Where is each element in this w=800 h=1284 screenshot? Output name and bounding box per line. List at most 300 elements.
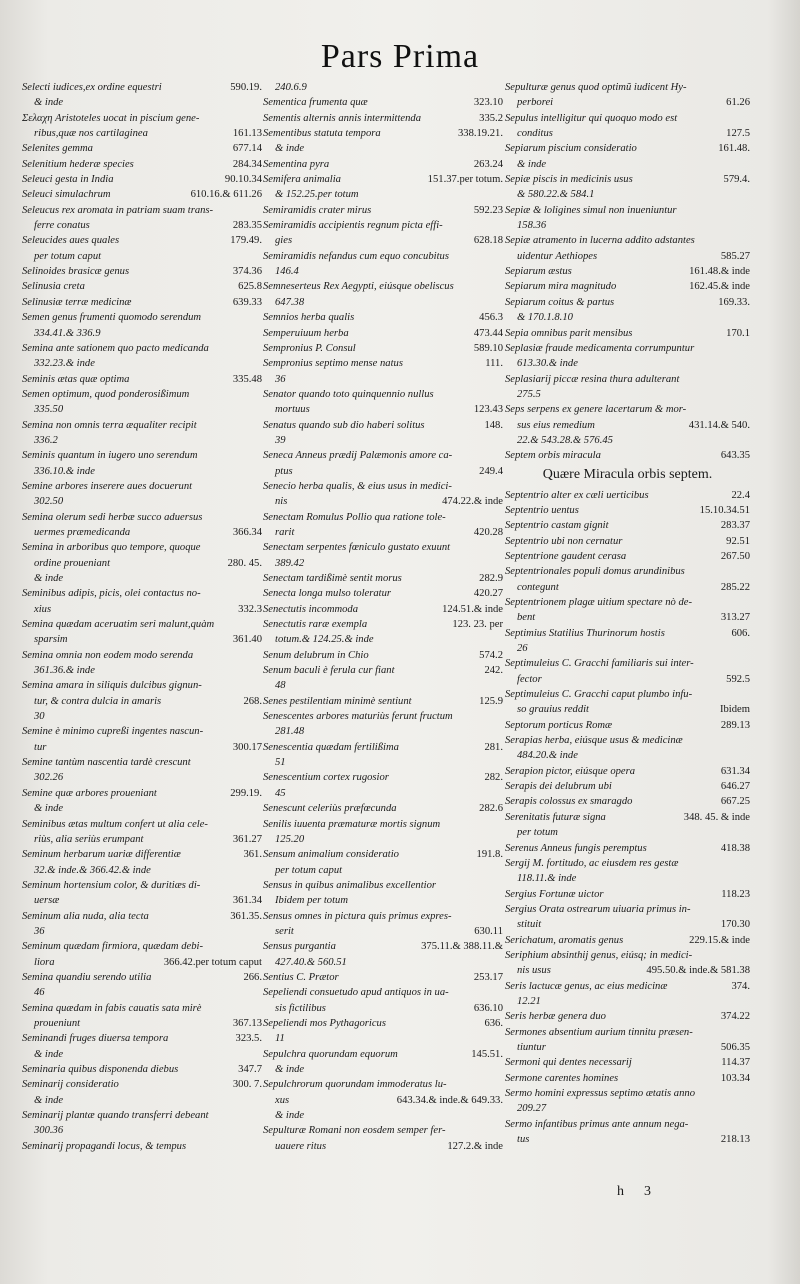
index-entry: [505, 641, 750, 656]
entry-text: 158.36: [517, 220, 547, 232]
entry-text: totum.& 124.25.& inde: [275, 634, 374, 646]
index-entry: [505, 687, 750, 702]
index-entry: [263, 510, 503, 525]
entry-reference: 15.10.34.51: [699, 504, 750, 516]
entry-reference: 179.49.: [230, 235, 262, 247]
entry-text: 240.6.9: [275, 82, 307, 93]
index-entry: [22, 326, 262, 341]
entry-text: Senum baculi è ferula cur fiant: [263, 665, 395, 677]
index-entry: [505, 841, 750, 856]
entry-text: Seminarij propagandi locus, & tempus: [22, 1140, 187, 1152]
entry-text: 647.38: [275, 296, 305, 308]
entry-text: uidentur Aethiopes: [517, 250, 598, 262]
index-entry: [263, 494, 503, 509]
index-entry: [505, 233, 750, 248]
index-entry: [263, 111, 503, 126]
entry-text: Seplasiarij piccæ resina thura adulterant: [505, 373, 680, 385]
entry-text: 26: [517, 643, 528, 655]
index-entry: [22, 556, 262, 571]
index-entry: [263, 295, 503, 310]
entry-text: 45: [275, 787, 286, 799]
entry-text: Senilis iuuenta præmaturæ mortis signum: [263, 818, 441, 830]
entry-text: Seminarij plantæ quando transferri debeant: [22, 1110, 209, 1122]
entry-text: conditus: [517, 128, 553, 140]
index-entry: [263, 571, 503, 586]
entry-reference: 127.5: [726, 128, 750, 140]
entry-reference: 103.34: [720, 1072, 750, 1084]
entry-text: Septentrio castam gignit: [505, 520, 609, 532]
entry-reference: 592.23: [473, 204, 503, 216]
entry-reference: 283.35: [232, 220, 262, 232]
entry-text: xius: [34, 603, 52, 615]
index-entry: [22, 817, 262, 832]
index-entry: [263, 801, 503, 816]
entry-reference: 114.37: [721, 1057, 750, 1069]
index-entry: [505, 249, 750, 264]
entry-text: Semine tantùm nascentia tardè crescunt: [22, 757, 191, 769]
entry-text: 335.50: [34, 404, 64, 416]
entry-text: 427.40.& 560.51: [275, 956, 347, 968]
entry-text: 389.42: [275, 557, 305, 569]
entry-text: so grauius reddit: [517, 704, 590, 716]
entry-text: 36: [34, 925, 45, 937]
index-entry: [263, 863, 503, 878]
entry-reference: 300. 7.: [232, 1079, 262, 1091]
index-entry: [22, 279, 262, 294]
index-entry: [263, 233, 503, 248]
index-entry: [505, 549, 750, 564]
index-entry: [505, 856, 750, 871]
entry-text: Serenitatis futuræ signa: [505, 811, 606, 823]
entry-text: Semina amara in siliquis dulcibus gignun-: [22, 680, 202, 692]
index-entry: [505, 610, 750, 625]
index-entry: [263, 755, 503, 770]
index-entry: [22, 801, 262, 816]
index-entry: [22, 295, 262, 310]
entry-text: Ibidem per totum: [275, 895, 348, 907]
index-entry: [505, 626, 750, 641]
entry-text: Senescentes arbores maturiùs ferunt fructum: [263, 711, 453, 723]
signature-letter: h: [617, 1184, 624, 1199]
entry-text: Sementis alternis annis intermittenda: [263, 112, 422, 124]
entry-text: Sepiarum coitus & partus: [505, 296, 615, 308]
index-entry: [505, 387, 750, 402]
entry-text: 36: [275, 373, 286, 385]
entry-reference: Ibidem: [719, 704, 750, 716]
entry-reference: 284.34: [232, 158, 262, 170]
index-entry: [263, 740, 503, 755]
entry-text: Sepiarum æstus: [505, 266, 572, 278]
index-entry: [505, 111, 750, 126]
index-entry: [22, 1139, 262, 1154]
index-entry: [505, 372, 750, 387]
index-entry: [505, 203, 750, 218]
index-entry: [22, 955, 262, 970]
entry-text: Semina olerum sedi herbæ succo aduersus: [22, 511, 203, 523]
entry-text: Seleucus rex aromata in patriam suam trans-: [22, 204, 214, 216]
index-entry: [263, 663, 503, 678]
index-entry: [22, 418, 262, 433]
entry-text: Sentius C. Prætor: [263, 971, 339, 983]
index-entry: [505, 141, 750, 156]
index-entry: [505, 187, 750, 202]
index-entry: [22, 770, 262, 785]
entry-text: Sepia omnibus parit mensibus: [505, 327, 633, 339]
entry-reference: 361.: [243, 849, 262, 861]
entry-reference: 123.43: [473, 404, 503, 416]
entry-reference: 585.27: [720, 250, 750, 262]
entry-text: & inde: [275, 1110, 305, 1122]
index-entry: [505, 871, 750, 886]
index-entry: [22, 341, 262, 356]
entry-reference: 161.13: [232, 128, 262, 140]
entry-text: Septem orbis miracula: [505, 450, 601, 462]
entry-text: Semina in arboribus quo tempore, quoque: [22, 542, 201, 554]
entry-text: Senecio herba qualis, & eius usus in medici-: [263, 480, 452, 492]
index-entry: [22, 632, 262, 647]
index-entry: [263, 356, 503, 371]
entry-text: sis fictilibus: [275, 1002, 326, 1014]
index-entry: [263, 1001, 503, 1016]
entry-text: gies: [275, 235, 293, 247]
entry-text: Sergius Orata ostrearum uiuaria primus in-: [505, 903, 691, 915]
index-entry: [505, 1055, 750, 1070]
entry-text: Sempronius P. Consul: [263, 342, 356, 354]
entry-reference: 281.: [484, 741, 503, 753]
index-entry: [263, 433, 503, 448]
index-entry: [22, 1031, 262, 1046]
index-entry: [505, 448, 750, 463]
index-entry: [263, 1108, 503, 1123]
entry-reference: 361.40: [232, 634, 262, 646]
index-entry: [505, 902, 750, 917]
entry-text: liora: [34, 956, 55, 968]
index-entry: [22, 203, 262, 218]
index-entry: [263, 970, 503, 985]
entry-text: & inde: [34, 97, 64, 109]
entry-reference: 456.3: [479, 312, 503, 324]
index-entry: [505, 95, 750, 110]
index-entry: [505, 310, 750, 325]
index-entry: [263, 678, 503, 693]
index-entry: [505, 948, 750, 963]
entry-text: Semnios herba qualis: [263, 312, 355, 324]
index-entry: [505, 80, 750, 95]
entry-text: Septentrionales populi domus arundinibus: [505, 566, 685, 578]
index-entry: [505, 341, 750, 356]
entry-reference: 625.8: [238, 281, 262, 293]
entry-reference: 92.51: [726, 535, 750, 547]
entry-reference: 338.19.21.: [457, 128, 503, 140]
entry-reference: 667.25: [720, 796, 750, 808]
entry-text: Semiramidis nefandus cum equo concubitus: [263, 250, 449, 262]
index-entry: [22, 157, 262, 172]
index-entry: [505, 264, 750, 279]
entry-text: tiuntur: [517, 1041, 546, 1053]
entry-text: Seminibus ætas multum confert ut alia cele-: [22, 818, 208, 830]
entry-reference: 118.23: [721, 888, 750, 900]
index-entry: [505, 672, 750, 687]
entry-reference: 361.34: [232, 895, 262, 907]
entry-text: 39: [275, 434, 286, 446]
entry-text: per totum caput: [275, 864, 343, 876]
entry-reference: 495.50.& inde.& 581.38: [646, 965, 750, 977]
cross-reference-heading: Quære Miracula orbis septem.: [542, 466, 713, 482]
index-entry: [263, 586, 503, 601]
index-entry: [22, 663, 262, 678]
index-entry: [22, 1123, 262, 1138]
entry-text: Serapis dei delubrum ubi: [505, 781, 612, 793]
entry-text: Sensus purgantia: [263, 941, 336, 953]
entry-reference: 169.33.: [718, 296, 750, 308]
entry-reference: 124.51.& inde: [442, 603, 503, 615]
entry-text: Sementibus statuta tempora: [263, 128, 381, 140]
index-entry: [263, 602, 503, 617]
entry-text: 11: [275, 1033, 285, 1045]
index-entry: [505, 764, 750, 779]
index-entry: [263, 203, 503, 218]
entry-reference: 375.11.& 388.11.&: [421, 941, 503, 953]
index-entry: [22, 372, 262, 387]
index-entry: [263, 448, 503, 463]
entry-text: Senescentium cortex rugosior: [263, 772, 389, 784]
entry-text: Sepiæ atramento in lucerna addito adstantes: [505, 235, 695, 247]
entry-text: Seminibus adipis, picis, olei contactus no-: [22, 588, 201, 600]
entry-reference: 282.: [484, 772, 503, 784]
entry-reference: 590.19.: [230, 82, 262, 93]
index-entry: [263, 80, 503, 95]
entry-reference: 610.16.& 611.26: [190, 189, 262, 201]
entry-text: Septorum porticus Romæ: [505, 719, 613, 731]
entry-text: Sepiarum piscium consideratio: [505, 143, 637, 155]
entry-text: 613.30.& inde: [517, 358, 578, 370]
entry-text: per totum caput: [34, 250, 102, 262]
entry-text: 22.& 543.28.& 576.45: [517, 434, 613, 446]
entry-reference: 266.: [243, 971, 262, 983]
index-entry: [263, 372, 503, 387]
index-entry: [263, 95, 503, 110]
index-entry: [22, 249, 262, 264]
index-entry: [22, 479, 262, 494]
entry-text: tur: [34, 741, 47, 753]
index-entry: [505, 402, 750, 417]
index-entry: [263, 1139, 503, 1154]
index-entry: [263, 985, 503, 1000]
index-entry: [505, 433, 750, 448]
index-entry: [22, 571, 262, 586]
index-entry: [263, 955, 503, 970]
index-entry: [22, 525, 262, 540]
entry-text: Septentrione gaudent cerasa: [505, 550, 627, 562]
entry-text: Senes pestilentiam minimè sentiunt: [263, 695, 412, 707]
entry-reference: 589.10: [473, 342, 503, 354]
index-entry: [505, 917, 750, 932]
index-entry: [505, 518, 750, 533]
entry-text: Sepulchra quorundam equorum: [263, 1048, 398, 1060]
entry-text: uersæ: [34, 895, 60, 907]
index-entry: [505, 1117, 750, 1132]
entry-reference: 263.24: [473, 158, 503, 170]
entry-text: Selenites gemma: [22, 143, 93, 155]
entry-reference: 646.27: [720, 781, 750, 793]
entry-reference: 125.9: [479, 695, 503, 707]
index-entry: [263, 479, 503, 494]
entry-reference: 574.2: [479, 649, 503, 661]
index-entry: [505, 172, 750, 187]
index-entry: [263, 218, 503, 233]
index-entry: [263, 632, 503, 647]
entry-reference: 335.48: [232, 373, 262, 385]
entry-text: 125.20: [275, 833, 305, 845]
entry-text: ordine proueniant: [34, 557, 111, 569]
entry-text: Sepulchrorum quorundam immoderatus lu-: [263, 1079, 447, 1091]
entry-text: Sermo infantibus primus ante annum nega-: [505, 1118, 689, 1130]
entry-text: Seminandi fruges diuersa tempora: [22, 1033, 169, 1045]
index-entry: [22, 878, 262, 893]
index-entry: [263, 264, 503, 279]
entry-reference: 361.35.: [230, 910, 262, 922]
index-entry: [505, 825, 750, 840]
index-entry: [505, 1101, 750, 1116]
entry-text: 46: [34, 987, 45, 999]
index-entry: [22, 540, 262, 555]
index-entry: [505, 418, 750, 433]
entry-text: 12.21: [517, 995, 541, 1007]
entry-text: Seminum alia nuda, alia tecta: [22, 910, 149, 922]
index-entry: [22, 694, 262, 709]
index-entry: [263, 694, 503, 709]
entry-reference: 111.: [485, 358, 503, 370]
index-entry: [505, 702, 750, 717]
entry-text: Seminarij consideratio: [22, 1079, 119, 1091]
entry-reference: 267.50: [720, 550, 750, 562]
entry-text: 484.20.& inde: [517, 750, 578, 762]
index-entry: [22, 1001, 262, 1016]
entry-text: Sepiæ piscis in medicinis usus: [505, 174, 633, 186]
entry-text: uermes præmedicanda: [34, 526, 131, 538]
index-entry: [22, 218, 262, 233]
index-entry: [22, 832, 262, 847]
index-entry: [22, 356, 262, 371]
entry-reference: 127.2.& inde: [447, 1140, 503, 1152]
entry-text: Senectam Romulus Pollio qua ratione tole-: [263, 511, 446, 523]
entry-text: Sensum animalium consideratio: [263, 849, 399, 861]
index-entry: [22, 909, 262, 924]
index-entry: [22, 111, 262, 126]
index-entry: [505, 580, 750, 595]
entry-reference: 636.: [484, 1017, 503, 1029]
entry-text: Semperuiuum herba: [263, 327, 349, 339]
entry-text: uauere ritus: [275, 1140, 327, 1152]
entry-text: Senescunt celeriùs præfœcunda: [263, 803, 397, 815]
entry-reference: 374.: [731, 980, 750, 992]
entry-text: perborei: [517, 97, 554, 109]
entry-reference: 22.4: [731, 489, 750, 501]
index-entry: [22, 433, 262, 448]
index-entry: [505, 979, 750, 994]
entry-reference: 506.35: [720, 1041, 750, 1053]
entry-text: Septentrio alter ex cæli uerticibus: [505, 489, 649, 501]
entry-reference: 161.48.& inde: [689, 266, 750, 278]
entry-reference: 677.14: [232, 143, 262, 155]
entry-text: Septentrio ubi non cernatur: [505, 535, 623, 547]
entry-text: Seplasiæ fraude medicamenta corrumpuntur: [505, 342, 695, 354]
entry-reference: 170.30: [720, 919, 750, 931]
index-entry: [22, 402, 262, 417]
entry-reference: 145.51.: [471, 1048, 503, 1060]
index-entry: [505, 126, 750, 141]
entry-reference: 323.10: [473, 97, 503, 109]
index-entry: [263, 172, 503, 187]
entry-reference: 313.27: [720, 612, 750, 624]
entry-text: Seminaria quibus disponenda diebus: [22, 1064, 179, 1075]
entry-reference: 367.13: [232, 1017, 262, 1029]
index-entry: [22, 863, 262, 878]
entry-text: Senectutis raræ exempla: [263, 619, 368, 631]
entry-reference: 300.17: [232, 741, 262, 753]
entry-reference: 592.5: [726, 673, 750, 685]
entry-text: rarit: [275, 526, 295, 538]
entry-reference: 299.19.: [230, 787, 262, 799]
index-entry: [505, 1132, 750, 1147]
entry-reference: 218.13: [720, 1134, 750, 1146]
entry-text: Septimius Statilius Thurinorum hostis: [505, 627, 665, 639]
entry-reference: 285.22: [720, 581, 750, 593]
entry-text: Sermoni qui dentes necessarij: [505, 1057, 632, 1069]
entry-reference: 253.17: [473, 971, 503, 983]
index-entry: [263, 187, 503, 202]
entry-text: tur, & contra dulcia in amaris: [34, 695, 162, 707]
entry-text: Sepulus intelligitur qui quoquo modo est: [505, 112, 678, 124]
entry-text: tus: [517, 1134, 530, 1146]
entry-text: Sepiæ & loligines simul non inueniuntur: [505, 204, 677, 216]
entry-text: Semina non omnis terra æqualiter recipit: [22, 419, 197, 431]
entry-text: 300.36: [34, 1125, 64, 1137]
entry-text: Seminum herbarum uariæ differentiæ: [22, 849, 181, 861]
index-entry: [22, 233, 262, 248]
index-entry: [22, 786, 262, 801]
entry-text: & inde: [517, 158, 547, 170]
entry-text: nis usus: [517, 965, 551, 977]
entry-text: & 170.1.8.10: [517, 312, 573, 324]
entry-reference: 418.38: [720, 842, 750, 854]
index-entry: [263, 141, 503, 156]
index-entry: [505, 356, 750, 371]
entry-reference: 323.5.: [235, 1033, 262, 1045]
index-entry: [505, 718, 750, 733]
index-entry: [22, 709, 262, 724]
index-entry: [505, 503, 750, 518]
entry-text: Selecti iudices,ex ordine equestri: [22, 82, 162, 93]
index-entry: [22, 602, 262, 617]
index-entry: [263, 817, 503, 832]
index-column-3: [505, 80, 750, 1147]
entry-text: Sermone carentes homines: [505, 1072, 619, 1084]
entry-text: xus: [275, 1094, 290, 1106]
index-entry: [263, 418, 503, 433]
entry-text: Sepeliendi mos Pythagoricus: [263, 1017, 386, 1029]
entry-reference: 579.4.: [723, 174, 750, 186]
entry-text: Septentrionem plagæ uitium spectare nò de-: [505, 597, 693, 608]
index-entry: [263, 1093, 503, 1108]
index-entry: [22, 893, 262, 908]
entry-text: Semine arbores inserere aues docuerunt: [22, 480, 193, 492]
entry-reference: 643.35: [720, 450, 750, 462]
entry-text: sparsim: [34, 634, 68, 646]
entry-text: 48: [275, 680, 286, 692]
index-entry: [263, 1047, 503, 1062]
index-entry: [505, 488, 750, 503]
